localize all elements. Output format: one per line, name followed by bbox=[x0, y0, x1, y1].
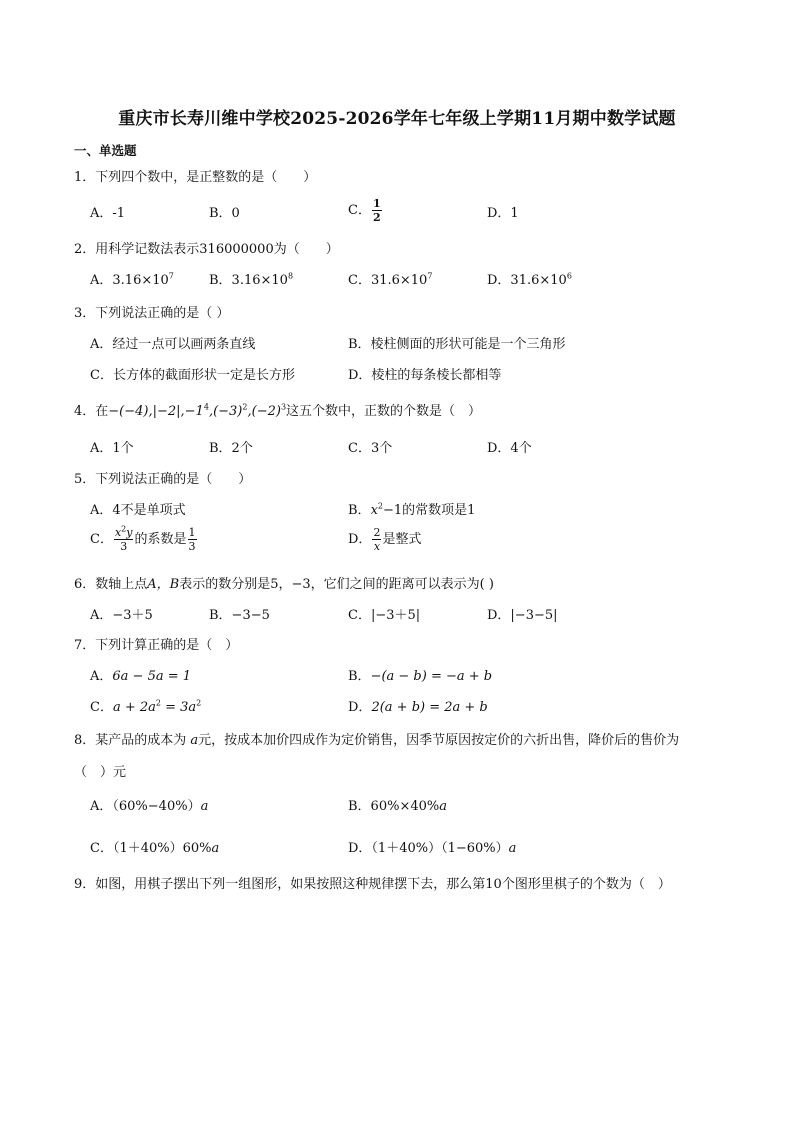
q5-b-suffix: 的常数项是1 bbox=[402, 503, 476, 518]
q8-option-d bbox=[348, 837, 516, 856]
q4-expr-1: −(−4),|−2|,−1 bbox=[108, 404, 204, 419]
q7-c-label: C． bbox=[90, 700, 113, 715]
q8-d-text: D．（1＋40%）（1−60%） bbox=[348, 841, 509, 856]
q5-b-var: x bbox=[370, 503, 378, 518]
q5-c-value-fraction bbox=[188, 527, 197, 552]
q1-option-c bbox=[348, 198, 383, 223]
q8-d-var: a bbox=[508, 841, 517, 856]
question-7-stem: 7．下列计算正确的是（ ） bbox=[74, 638, 239, 653]
q3-option-d: D．棱柱的每条棱长都相等 bbox=[348, 368, 502, 383]
q2-option-d bbox=[487, 269, 572, 288]
q5-option-b bbox=[348, 499, 475, 518]
q7-d-label: D． bbox=[348, 700, 372, 715]
q7-option-d bbox=[348, 696, 488, 715]
q8-option-c bbox=[90, 837, 219, 856]
q5-d-suffix: 是整式 bbox=[382, 532, 422, 547]
q7-d-expr: 2(a + b) = 2a + b bbox=[371, 700, 488, 715]
q2-d-base: D．31.6×10 bbox=[487, 273, 567, 288]
q4-option-a: A．1个 bbox=[90, 441, 134, 456]
q4-stem-suffix: 这五个数中，正数的个数是（ ） bbox=[286, 404, 482, 419]
q7-b-expr: −(a − b) = −a + b bbox=[370, 669, 493, 684]
q8-stem-suffix: 元，按成本加价四成作为定价销售，因季节原因按定价的六折出售，降价后的售价为 bbox=[198, 733, 680, 748]
q5-d-label: D． bbox=[348, 532, 372, 547]
q4-exp-1: 4 bbox=[203, 402, 209, 412]
q5-c-val-numerator: 1 bbox=[188, 526, 196, 539]
q5-b-exp: 2 bbox=[377, 501, 383, 511]
q6-stem-prefix: 6．数轴上点 bbox=[74, 577, 148, 592]
q8-b-text: B．60%×40% bbox=[348, 799, 440, 814]
question-8-stem-line1 bbox=[74, 729, 679, 748]
q4-expr-2: ,(−3) bbox=[208, 404, 243, 419]
q8-stem-var: a bbox=[190, 733, 199, 748]
q7-c-exp-1: 2 bbox=[155, 698, 161, 708]
question-8-stem-line2: （ ）元 bbox=[74, 765, 127, 780]
q1-c-numerator: 1 bbox=[372, 197, 381, 210]
q3-option-b: B．棱柱侧面的形状可能是一个三角形 bbox=[348, 337, 566, 352]
q2-option-a bbox=[90, 269, 174, 288]
q5-c-denominator: 3 bbox=[120, 540, 128, 553]
q6-stem-vars: A，B bbox=[147, 577, 180, 592]
q4-option-d: D．4个 bbox=[487, 441, 532, 456]
q1-option-c-label: C． bbox=[348, 203, 371, 218]
question-4-stem bbox=[74, 400, 481, 419]
q1-option-b: B．0 bbox=[209, 206, 240, 221]
q7-option-c bbox=[90, 696, 201, 715]
q7-option-a bbox=[90, 665, 191, 684]
question-6-stem bbox=[74, 573, 494, 592]
q8-a-var: a bbox=[200, 799, 209, 814]
q2-d-exponent: 6 bbox=[566, 271, 572, 281]
q3-option-a: A．经过一点可以画两条直线 bbox=[90, 337, 256, 352]
q8-b-var: a bbox=[439, 799, 448, 814]
q8-a-text: A．（60%−40%） bbox=[90, 799, 201, 814]
q6-option-b: B．−3−5 bbox=[209, 608, 270, 623]
q8-c-text: C．（1＋40%）60% bbox=[90, 841, 212, 856]
section-heading: 一、单选题 bbox=[74, 143, 137, 158]
q5-d-denominator: x bbox=[373, 540, 381, 553]
q2-c-exponent: 7 bbox=[427, 271, 433, 281]
q4-stem-prefix: 4．在 bbox=[74, 404, 109, 419]
q6-option-a: A．−3＋5 bbox=[90, 608, 153, 623]
q7-option-b bbox=[348, 665, 492, 684]
q5-c-numerator bbox=[114, 524, 134, 540]
q6-option-d: D．|−3−5| bbox=[487, 608, 558, 623]
q5-d-numerator: 2 bbox=[373, 526, 381, 539]
q5-c-fraction bbox=[114, 524, 134, 553]
q2-option-b bbox=[209, 269, 293, 288]
q5-b-rest: −1 bbox=[383, 503, 403, 518]
q4-option-c: C．3个 bbox=[348, 441, 393, 456]
q7-a-expr: 6a − 5a = 1 bbox=[112, 669, 192, 684]
q4-option-b: B．2个 bbox=[209, 441, 253, 456]
q1-option-a: A．-1 bbox=[90, 206, 126, 221]
q1-option-d: D．1 bbox=[487, 206, 519, 221]
question-3-stem: 3．下列说法正确的是（ ） bbox=[74, 306, 230, 321]
question-5-stem: 5．下列说法正确的是（ ） bbox=[74, 472, 252, 487]
q5-c-mid: 的系数是 bbox=[134, 532, 187, 547]
q2-b-exponent: 8 bbox=[287, 271, 294, 281]
q5-d-fraction bbox=[372, 527, 381, 552]
q4-exp-3: 3 bbox=[280, 402, 287, 412]
q1-option-c-fraction bbox=[372, 198, 382, 223]
q5-c-num-y: y bbox=[126, 526, 133, 539]
question-2-stem: 2．用科学记数法表示316000000为（ ） bbox=[74, 242, 339, 257]
q4-expr-3: ,(−2) bbox=[247, 404, 281, 419]
q2-a-base: A．3.16×10 bbox=[90, 273, 169, 288]
q5-c-label: C． bbox=[90, 532, 113, 547]
q5-b-label: B． bbox=[348, 503, 371, 518]
q5-c-num-x: x bbox=[114, 526, 122, 539]
q8-option-b bbox=[348, 795, 447, 814]
q5-option-d bbox=[348, 527, 421, 552]
q8-stem-prefix: 8．某产品的成本为 bbox=[74, 733, 191, 748]
q7-c-expr-1: a + 2a bbox=[112, 700, 156, 715]
q5-option-c bbox=[90, 524, 198, 553]
q3-option-c: C．长方体的截面形状一定是长方形 bbox=[90, 368, 295, 383]
q4-exp-2: 2 bbox=[242, 402, 248, 412]
q5-option-a: A．4不是单项式 bbox=[90, 503, 186, 518]
q5-c-num-exp: 2 bbox=[121, 524, 127, 534]
q8-c-var: a bbox=[211, 841, 220, 856]
q7-b-label: B． bbox=[348, 669, 371, 684]
question-1-stem: 1．下列四个数中，是正整数的是（ ） bbox=[74, 170, 317, 185]
q2-c-base: C．31.6×10 bbox=[348, 273, 428, 288]
q7-c-exp-2: 2 bbox=[196, 698, 202, 708]
q5-c-val-denominator: 3 bbox=[188, 540, 196, 553]
q1-c-denominator: 2 bbox=[372, 211, 381, 224]
q6-stem-suffix: 表示的数分别是5，−3，它们之间的距离可以表示为( ) bbox=[179, 577, 494, 592]
q8-option-a bbox=[90, 795, 208, 814]
q2-a-exponent: 7 bbox=[168, 271, 174, 281]
question-9-stem: 9．如图，用棋子摆出下列一组图形，如果按照这种规律摆下去，那么第10个图形里棋子的个数为（ ） bbox=[74, 877, 671, 892]
q2-b-base: B．3.16×10 bbox=[209, 273, 288, 288]
q7-a-label: A． bbox=[90, 669, 113, 684]
q6-option-c: C．|−3＋5| bbox=[348, 608, 421, 623]
q2-option-c bbox=[348, 269, 432, 288]
page-title: 重庆市长寿川维中学校2025-2026学年七年级上学期11月期中数学试题 bbox=[118, 109, 676, 129]
q7-c-expr-2: = 3a bbox=[160, 700, 197, 715]
